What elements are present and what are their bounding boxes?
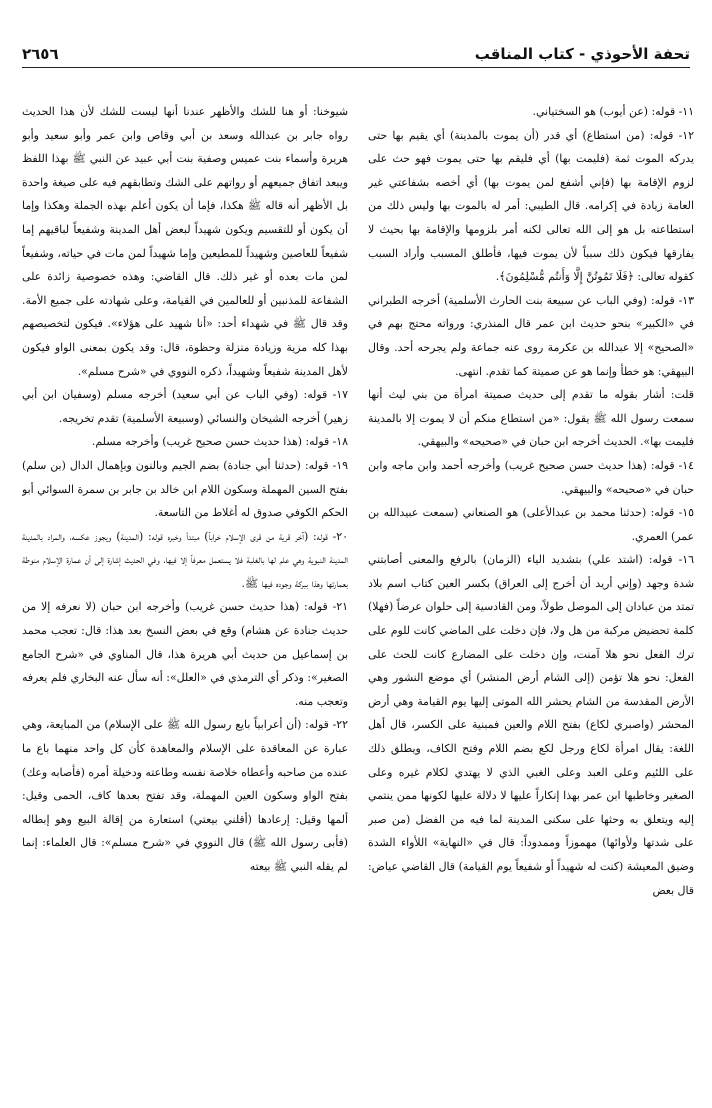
- paragraph: ١٩- قوله: (حدثنا أبي جنادة) بضم الجيم وبالنون وبإهمال الدال (بن سلم) بفتح السين المهملة وسكون اللام ابن خالد بن جابر بن سمرة السوائي أبو الحكم الكوفي صدوق له أغلاط من التاسعة.: [22, 458, 348, 520]
- paragraph: ٢٠- قوله: (آخر قرية من قرى الإسلام خراباً) مبتدأ وخبره قوله: (المدينة) ويجوز عكسه، والمراد بالمدينة المدينة النبوية وهي علم لها بالغلبة فلا يستعمل معرفاً إلا فيها، وفي الحديث إشارة إلى أن عمارة الإسلام منوطة بعمارتها وهذا ببركة وجوده فيها ﷺ.: [22, 529, 348, 590]
- paragraph: ١١- قوله: (عن أيوب) هو السختياني.: [532, 105, 694, 118]
- running-title: تحفة الأحوذي - كتاب المناقب: [474, 45, 690, 63]
- right-column: [368, 100, 694, 1090]
- paragraph: شيوخنا: أو هنا للشك والأظهر عندنا أنها ليست للشك لأن هذا الحديث رواه جابر بن عبدالله وسعد بن أبي وقاص وابن عمر وأبو سعيد وأبو هريرة وأسماء بنت عميس وصفية بنت أبي عبيد عن النبي ﷺ بهذا اللفظ ويبعد اتفاق جميعهم أو رواتهم على الشك وتطابقهم فيه على صيغة واحدة بل الأظهر أنه قاله ﷺ هكذا، فإما أن يكون أعلم بهذه الجملة وهكذا وإما أن يكون أو للتقسيم ويكون شهيداً لبعض أهل المدينة وشفيعاً لباقيهم إما شفيعاً للعاصين وشهيداً للمطيعين وإما شهيداً لمن مات في حياته، وشفيعاً لمن مات بعده أو غير ذلك. قال القاضي: وهذه خصوصية زائدة على الشفاعة للمذنبين أو للعالمين في القيامة، وعلى شهادته على جميع الأمة. وقد قال ﷺ في شهداء أحد: «أنا شهيد على هؤلاء». فيكون لتخصيصهم بهذا كله مزية وزيادة منزلة وحظوة، قال: وقد يكون بمعنى الواو فيكون لأهل المدينة شفيعاً وشهيداً، ذكره النووي في «شرح مسلم».: [22, 105, 348, 378]
- left-column: [22, 100, 348, 1090]
- body-columns: [22, 100, 694, 1090]
- paragraph: ١٧- قوله: (وفي الباب عن أبي سعيد) أخرجه مسلم (وسفيان ابن أبي زهير) أخرجه الشيخان والنسائي (وسبيعة الأسلمية) تقدم تخريجه.: [22, 388, 348, 425]
- paragraph: ٢١- قوله: (هذا حديث حسن غريب) وأخرجه ابن حبان (لا نعرفه إلا من حديث جنادة عن هشام) وقع في بعض النسخ بعد هذا: قال: تعجب محمد بن إسماعيل من حديث أبي هريرة هذا، قال المناوي في «شرح الجامع الصغير»: وذكر أي الترمذي في «العلل»: أنه سأل عنه البخاري فلم يعرفه وتعجب منه.: [22, 600, 348, 708]
- paragraph: قلت: أشار بقوله ما تقدم إلى حديث صميتة امرأة من بني ليث أنها سمعت رسول الله ﷺ يقول: «من استطاع منكم أن لا يموت إلا بالمدينة فليمت بها». الحديث أخرجه ابن حبان في «صحيحه» والبيهقي.: [368, 388, 694, 449]
- paragraph: ١٣- قوله: (وفي الباب عن سبيعة بنت الحارث الأسلمية) أخرجه الطبراني في «الكبير» بنحو حديث ابن عمر قال المنذري: ورواته محتج بهم في «الصحيح» إلا عبدالله بن عكرمة روى عنه جماعة ولم يجرحه أحد. وقال البيهقي: هو خطأ وإنما هو عن صميتة كما تقدم. انتهى.: [368, 293, 694, 378]
- paragraph: ١٢- قوله: (من استطاع) أي قدر (أن يموت بالمدينة) أي يقيم بها حتى يدركه الموت ثمة (فليمت بها) أي فليقم بها حتى يموت فهو حث على لزوم الإقامة بها (فإني أشفع لمن يموت بها) أي أخصه بشفاعتي غير العامة زيادة في إكرامه. قال الطيبي: أمر له بالموت بها وليس ذلك من استطاعته بل هو إلى الله تعالى لكنه أمر بلزومها والإقامة بها بحيث لا يفارقها فيكون ذلك سبباً لأن يموت فيها، فأطلق المسبب وأراد السبب كقوله تعالى: ﴿فَلَا تَمُوتُنَّ إِلَّا وَأَنتُم مُّسْلِمُونَ﴾.: [368, 128, 694, 284]
- page-number: ٢٦٥٦: [22, 45, 59, 63]
- paragraph: ١٥- قوله: (حدثنا محمد بن عبدالأعلى) هو الصنعاني (سمعت عبيدالله بن عمر) العمري.: [368, 506, 694, 543]
- paragraph: ١٤- قوله: (هذا حديث حسن صحيح غريب) وأخرجه أحمد وابن ماجه وابن حبان في «صحيحه» والبيهقي.: [368, 458, 694, 496]
- page-header: [22, 36, 690, 68]
- paragraph: ٢٢- قوله: (أن أعرابياً بايع رسول الله ﷺ على الإسلام) من المبايعة، وهي عبارة عن المعاقدة على الإسلام والمعاهدة كأن كل واحد منهما باع ما عنده من صاحبه وأعطاه خلاصة نفسه وطاعته ودخيلة أمره (فأصابه وعك) بفتح الواو وسكون العين المهملة، وقد تفتح بعدها كاف، الحمى وقيل: ألمها وقيل: إرعادها (أقلني بيعتي) استعارة من إقالة البيع وهو إبطاله (فأبى رسول الله ﷺ) قال النووي في «شرح مسلم»: قال العلماء: إنما لم يقله النبي ﷺ بيعته: [22, 718, 348, 873]
- paragraph: ١٦- قوله: (اشتد علي) بتشديد الياء (الزمان) بالرفع والمعنى أصابتني شدة وجهد (وإني أريد أن أخرج إلى العراق) بكسر العين كتاب اسم بلاد تمتد من عبادان إلى الموصل طولاً، ومن القادسية إلى حلوان عرضاً (فهلا) كلمة تحضيض مركبة من هل ولا، فإن دخلت على الماضي كانت للوم على ترك الفعل نحو هلا آمنت، وإن دخلت على المضارع كانت للحث على الفعل: نحو هلا تؤمن (إلى الشام أرض المنشر) أي موضع النشور وهي الأرض المقدسة من الشام يحشر الله الموتى إليها يوم القيامة وهي أرض المحشر (واصبري لكاع) بفتح اللام والعين فمبنية على الكسر، قال أهل اللغة: يقال امرأة لكاع ورجل لكع بضم اللام وفتح الكاف، ويطلق ذلك على اللئيم وعلى العبد وعلى الغبي الذي لا يهتدي لكلام غيره وعلى الصغير وخاطبها ابن عمر بهذا إنكاراً عليها لا دلالة عليها لكونها ممن ينتمي إليه ويتعلق به وحثها على سكنى المدينة لما فيه من الفضل (من صبر على شدتها ولأوائها) مهموزاً وممدوداً: قال في «النهاية» اللأواء الشدة وضيق المعيشة (كنت له شهيداً أو شفيعاً يوم القيامة) قال القاضي عياض: قال بعض: [368, 553, 694, 897]
- paragraph: ١٨- قوله: (هذا حديث حسن صحيح غريب) وأخرجه مسلم.: [91, 435, 348, 449]
